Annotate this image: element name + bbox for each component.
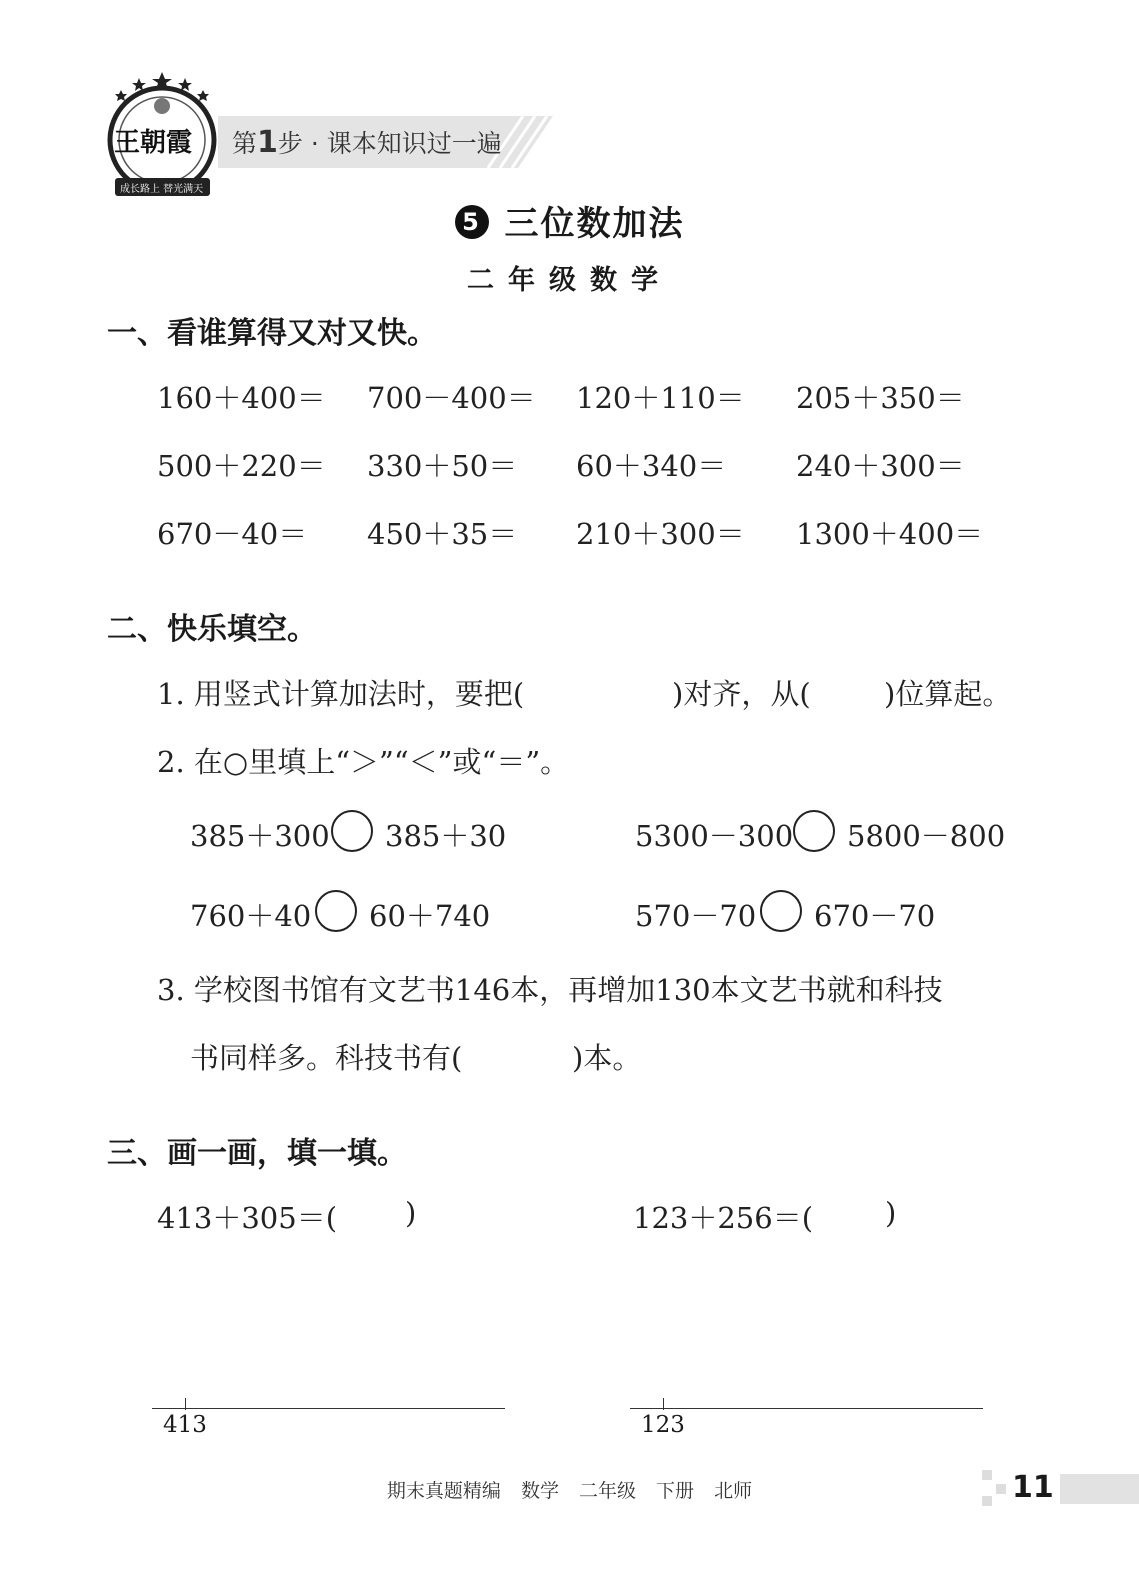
- step-prefix: 第: [232, 129, 258, 158]
- equation: 160＋400＝: [157, 381, 326, 415]
- equation: 700－400＝: [367, 381, 536, 415]
- page-number: 11: [1012, 1470, 1054, 1505]
- draw-equation-1-close: ): [405, 1196, 417, 1230]
- compare-left: 570－70: [635, 899, 757, 933]
- step-suffix: 步 · 课本知识过一遍: [277, 129, 502, 158]
- compare-right: 385＋30: [385, 819, 507, 853]
- compare-right: 670－70: [814, 899, 936, 933]
- equation: 450＋35＝: [367, 517, 518, 551]
- q3-line1: 3. 学校图书馆有文艺书146本，再增加130本文艺书就和科技: [157, 973, 943, 1007]
- footer-text: 期末真题精编 数学 二年级 下册 北师: [386, 1480, 753, 1502]
- compare-left: 385＋300: [190, 819, 330, 853]
- equation: 240＋300＝: [796, 449, 965, 483]
- draw-equation-2-close: ): [885, 1196, 897, 1230]
- equation: 500＋220＝: [157, 449, 326, 483]
- number-line-tick: [663, 1398, 664, 1410]
- q1-part1: 1. 用竖式计算加法时，要把(: [157, 677, 525, 711]
- equation: 1300＋400＝: [796, 517, 984, 551]
- equation: 120＋110＝: [576, 381, 745, 415]
- equation: 210＋300＝: [576, 517, 745, 551]
- draw-equation-1: 413＋305＝(: [157, 1201, 338, 1235]
- section2-heading: 二、快乐填空。: [107, 612, 317, 647]
- lesson-title: 三位数加法: [504, 204, 685, 244]
- footer-decoration: [996, 1484, 1006, 1494]
- step-label: [232, 124, 502, 160]
- draw-equation-2: 123＋256＝(: [633, 1201, 814, 1235]
- footer-decoration: [982, 1470, 992, 1480]
- equation: 330＋50＝: [367, 449, 518, 483]
- section1-heading: 一、看谁算得又对又快。: [107, 316, 437, 351]
- section3-heading: 三、画一画，填一填。: [107, 1136, 407, 1171]
- page-number-bar: [1060, 1474, 1139, 1504]
- step-number: 1: [257, 125, 278, 160]
- page-subtitle: 二年级数学: [467, 265, 672, 296]
- number-line-label-1: 413: [163, 1412, 207, 1438]
- footer-decoration: [982, 1496, 992, 1506]
- compare-circle[interactable]: [760, 890, 802, 932]
- compare-circle[interactable]: [315, 890, 357, 932]
- compare-circle[interactable]: [793, 810, 835, 852]
- compare-right: 5800－800: [847, 819, 1006, 853]
- compare-circle[interactable]: [331, 810, 373, 852]
- q3-line2b: )本。: [572, 1041, 642, 1075]
- page-title: [0, 196, 1139, 245]
- q1-part2: )对齐，从(: [672, 677, 811, 711]
- equation: 670－40＝: [157, 517, 308, 551]
- q1-part3: )位算起。: [884, 677, 1012, 711]
- logo-slogan: 成长路上 替光满天: [120, 184, 204, 195]
- logo-name: 王朝霞: [114, 128, 193, 158]
- q2-instruction: 2. 在○里填上“＞”“＜”或“＝”。: [157, 745, 570, 779]
- lesson-number: 5: [455, 205, 489, 239]
- equation: 205＋350＝: [796, 381, 965, 415]
- number-line-2: [630, 1408, 983, 1409]
- number-line-label-2: 123: [641, 1412, 685, 1438]
- q3-line2a: 书同样多。科技书有(: [190, 1041, 463, 1075]
- compare-left: 760＋40: [190, 899, 312, 933]
- compare-left: 5300－300: [635, 819, 794, 853]
- number-line-1: [152, 1408, 505, 1409]
- equation: 60＋340＝: [576, 449, 727, 483]
- compare-right: 60＋740: [369, 899, 491, 933]
- number-line-tick: [185, 1398, 186, 1410]
